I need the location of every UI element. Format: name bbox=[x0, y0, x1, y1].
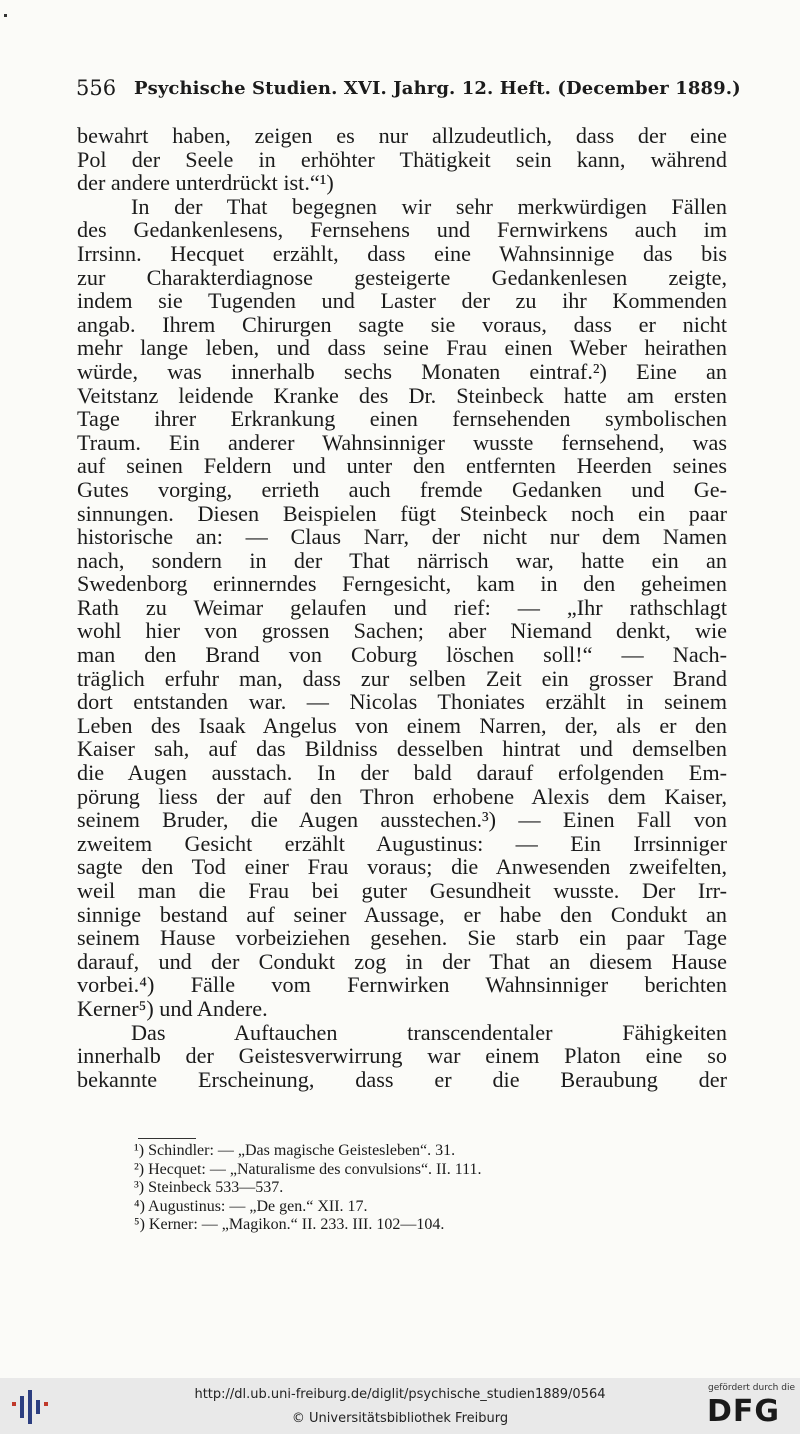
text-line: des Gedankenlesens, Fernsehens und Fernwirkens auch im bbox=[77, 217, 727, 243]
text-line: dort entstanden war. — Nicolas Thoniates erzählt in seinem bbox=[77, 689, 727, 715]
page-number: 556 bbox=[76, 76, 117, 100]
text-line: die Augen ausstach. In der bald darauf erfolgenden Em- bbox=[77, 760, 727, 786]
dfg-logo: DFG bbox=[707, 1394, 781, 1429]
body-text bbox=[77, 124, 727, 1091]
text-line: würde, was innerhalb sechs Monaten eintraf.²) Eine an bbox=[77, 358, 727, 384]
text-line: Kaiser sah, auf das Bildniss desselben hintrat und demselben bbox=[77, 736, 727, 762]
text-line: zweitem Gesicht erzählt Augustinus: — Ein Irrsinniger bbox=[77, 830, 727, 856]
text-line: Tage ihrer Erkrankung einen fernsehenden symbolischen bbox=[77, 406, 727, 432]
running-head: Psychische Studien. XVI. Jahrg. 12. Heft. (December 1889.) bbox=[134, 78, 741, 99]
footnote: ²) Hecquet: — „Naturalisme des convulsions“. II. 111. bbox=[134, 1160, 482, 1178]
text-line: mehr lange leben, und dass seine Frau einen Weber heirathen bbox=[77, 335, 727, 361]
text-line: vorbei.⁴) Fälle vom Fernwirken Wahnsinniger berichten bbox=[77, 972, 727, 998]
text-line: Das Auftauchen transcendentaler Fähigkeiten bbox=[131, 1019, 727, 1045]
text-line: Swedenborg erinnerndes Ferngesicht, kam in den geheimen bbox=[77, 571, 727, 597]
text-line: seinem Bruder, die Augen ausstechen.³) — Einen Fall von bbox=[77, 807, 727, 833]
footnote: ¹) Schindler: — „Das magische Geistesleben“. 31. bbox=[134, 1142, 456, 1159]
text-line: historische an: — Claus Narr, der nicht nur dem Namen bbox=[77, 524, 727, 550]
text-line: träglich erfuhr man, dass zur selben Zeit ein grosser Brand bbox=[77, 665, 727, 691]
text-line: sinnungen. Diesen Beispielen fügt Steinbeck noch ein paar bbox=[77, 500, 727, 526]
text-line: zur Charakterdiagnose gesteigerte Gedankenlesen zeigte, bbox=[77, 264, 727, 290]
footnote: ³) Steinbeck 533—537. bbox=[134, 1179, 284, 1197]
text-line: Traum. Ein anderer Wahnsinniger wusste fernsehend, was bbox=[77, 429, 727, 455]
text-line: auf seinen Feldern und unter den entfernten Heerden seines bbox=[77, 453, 727, 479]
text-line: Rath zu Weimar gelaufen und rief: — „Ihr rathschlagt bbox=[77, 594, 727, 620]
source-url[interactable]: http://dl.ub.uni-freiburg.de/diglit/psychische_studien1889/0564 bbox=[194, 1387, 606, 1402]
footnote: ⁵) Kerner: — „Magikon.“ II. 233. III. 102—104. bbox=[134, 1216, 445, 1234]
scan-speck bbox=[4, 14, 7, 17]
footnote-divider bbox=[138, 1138, 196, 1139]
text-line: sagte den Tod einer Frau voraus; die Anwesenden zweifelten, bbox=[77, 854, 727, 880]
text-line: wohl hier von grossen Sachen; aber Niemand denkt, wie bbox=[77, 618, 727, 644]
text-line: bewahrt haben, zeigen es nur allzudeutlich, dass der eine bbox=[77, 123, 727, 148]
funding-label: gefördert durch die bbox=[708, 1383, 795, 1393]
text-line: pörung liess der auf den Thron erhobene Alexis dem Kaiser, bbox=[77, 783, 727, 809]
text-line: bekannte Erscheinung, dass er die Beraubung der bbox=[77, 1066, 727, 1092]
text-line: weil man die Frau bei guter Gesundheit wusste. Der Irr- bbox=[77, 878, 727, 903]
text-line: Irrsinn. Hecquet erzählt, dass eine Wahnsinnige das bis bbox=[77, 240, 727, 266]
text-line: darauf, und der Condukt zog in der That an diesem Hause bbox=[77, 948, 727, 974]
text-line: Pol der Seele in erhöhter Thätigkeit sein kann, während bbox=[77, 146, 727, 172]
text-line: Gutes vorging, errieth auch fremde Gedanken und Ge- bbox=[77, 476, 727, 502]
text-line: Kerner⁵) und Andere. bbox=[77, 995, 268, 1021]
text-line: seinem Hause vorbeiziehen gesehen. Sie starb ein paar Tage bbox=[77, 925, 727, 951]
text-line: indem sie Tugenden und Laster der zu ihr Kommenden bbox=[77, 288, 727, 314]
text-line: Veitstanz leidende Kranke des Dr. Steinbeck hatte am ersten bbox=[77, 382, 727, 408]
footnote: ⁴) Augustinus: — „De gen.“ XII. 17. bbox=[134, 1197, 368, 1215]
text-line: nach, sondern in der That närrisch war, hatte ein an bbox=[77, 547, 727, 573]
text-line: angab. Ihrem Chirurgen sagte sie voraus, dass er nicht bbox=[77, 311, 727, 337]
text-line: In der That begegnen wir sehr merkwürdigen Fällen bbox=[131, 193, 727, 219]
text-line: Leben des Isaak Angelus von einem Narren, der, als er den bbox=[77, 712, 727, 738]
text-line: innerhalb der Geistesverwirrung war einem Platon eine so bbox=[77, 1043, 727, 1069]
copyright-notice: © Universitätsbibliothek Freiburg bbox=[291, 1411, 509, 1426]
text-line: man den Brand von Coburg löschen soll!“ — Nach- bbox=[77, 642, 727, 668]
text-line: sinnige bestand auf seiner Aussage, er habe den Condukt an bbox=[77, 901, 727, 927]
text-line: der andere unterdrückt ist.“¹) bbox=[77, 170, 334, 196]
footnotes bbox=[134, 1142, 694, 1235]
